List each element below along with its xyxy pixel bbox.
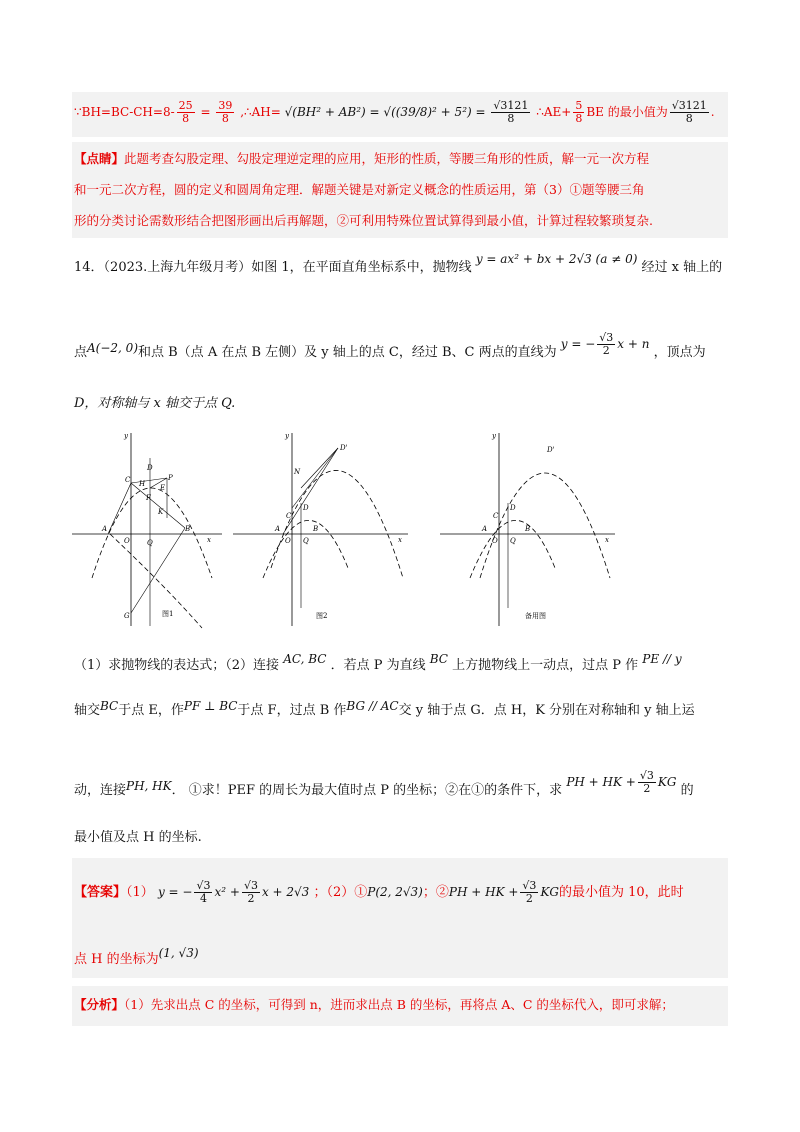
svg-text:O: O (285, 537, 291, 545)
text-span: 的最小值为 10，此时 (559, 885, 684, 900)
fraction (670, 100, 709, 125)
text-span: 上方抛物线上一动点，过点 P 作 (452, 658, 639, 673)
svg-text:A: A (102, 525, 108, 533)
text-span: 于点 E，作 (118, 703, 184, 718)
text-span: 经过 x 轴上的 (641, 260, 723, 275)
svg-text:D: D (147, 464, 153, 472)
svg-text:y: y (492, 432, 496, 440)
dianjing-text: 和一元二次方程，圆的定义和圆周角定理．解题关键是对新定义概念的性质运用，第（3）①题等腰三角 (74, 182, 645, 197)
frac-den: 2 (247, 892, 255, 905)
svg-text:F: F (146, 494, 151, 502)
figure-1 (72, 428, 222, 628)
figure-3-caption: 备用图 (525, 612, 546, 620)
svg-text:D: D (303, 504, 309, 512)
subq-line-1 (74, 652, 682, 675)
analysis-tag: 【分析】 (74, 997, 125, 1012)
dianjing-text: 此题考查勾股定理、勾股定理逆定理的应用，矩形的性质，等腰三角形的性质，解一元一次方程 (124, 151, 650, 166)
svg-text:Q: Q (147, 539, 153, 547)
analysis-line (74, 996, 674, 1014)
frac-den: 8 (507, 112, 515, 125)
math-span: PH + HK + (448, 885, 519, 899)
svg-text:A: A (275, 525, 281, 533)
problem-line-1 (74, 252, 723, 277)
svg-text:x: x (398, 536, 402, 544)
svg-text:C: C (493, 512, 499, 520)
svg-text:H: H (139, 480, 146, 488)
svg-text:N: N (294, 468, 301, 476)
text-span: ．若点 P 为直线 (330, 658, 426, 673)
svg-text:C: C (125, 476, 131, 484)
dianjing-line-1 (74, 150, 649, 168)
math-span: BC (100, 699, 119, 713)
frac-den: 2 (643, 782, 651, 795)
text-span: （1）求抛物线的表达式；（2）连接 (74, 658, 280, 673)
frac-num: 39 (218, 99, 233, 112)
question-number: 14． (74, 260, 104, 275)
frac-num: √3 (599, 331, 614, 344)
text-span: 于点 F，过点 B 作 (237, 703, 347, 718)
frac-den: 2 (602, 344, 610, 357)
svg-text:D': D' (340, 444, 348, 452)
frac-num: 25 (178, 99, 193, 112)
fraction (177, 100, 195, 125)
text-span: BE 的最小值为 (586, 105, 668, 119)
text-span: 点 H 的坐标为 (74, 952, 159, 967)
svg-text:Q: Q (303, 537, 309, 545)
fraction (638, 770, 656, 795)
fraction (216, 100, 234, 125)
math-span: PH + HK + (566, 775, 636, 789)
top-solution-line (74, 100, 715, 125)
fraction (491, 100, 530, 125)
frac-num: √3 (196, 879, 211, 892)
dianjing-tag: 【点睛】 (74, 151, 125, 166)
text-span: （1） (126, 885, 154, 900)
math-span: BG // AC (346, 699, 399, 713)
svg-text:y: y (124, 432, 128, 440)
svg-text:C: C (286, 512, 292, 520)
frac-num: √3121 (671, 99, 707, 112)
fraction (520, 880, 538, 905)
frac-den: 8 (685, 112, 693, 125)
svg-text:O: O (124, 537, 130, 545)
frac-den: 8 (182, 112, 190, 125)
text-span: 轴交 (74, 703, 101, 718)
math-span: x + 2√3 (261, 885, 310, 899)
dianjing-text: 形的分类讨论需数形结合把图形画出后再解题，②可利用特殊位置试算得到最小值，计算过程较繁琐复杂. (74, 213, 653, 228)
answer-line-2 (74, 946, 199, 969)
math-span: KG (657, 775, 677, 789)
svg-text:y: y (285, 432, 289, 440)
text-span: ,∴AH= (240, 105, 281, 119)
point-a-coord: A(−2, 0) (87, 341, 138, 355)
text-span: ∵BH=BC-CH=8- (74, 105, 175, 119)
frac-num: √3 (639, 769, 654, 782)
svg-text:P: P (168, 474, 173, 482)
dianjing-line-2 (74, 181, 644, 199)
svg-text:x: x (207, 536, 211, 544)
text-span: 点 (74, 345, 88, 360)
svg-text:B: B (313, 525, 319, 533)
ah-formula: √(BH² + AB²) = √((39/8)² + 5²) = (284, 105, 486, 119)
svg-text:D: D (510, 504, 516, 512)
subq-line-4 (74, 829, 202, 847)
answer-line-1 (74, 880, 684, 905)
fraction (573, 100, 584, 125)
figure-1-caption: 图1 (162, 610, 174, 618)
dianjing-line-3 (74, 212, 653, 230)
svg-text:B: B (185, 525, 191, 533)
svg-text:B: B (525, 525, 531, 533)
answer-tag: 【答案】 (74, 885, 127, 900)
text-span: . (710, 105, 715, 119)
math-span: PF ⊥ BC (183, 699, 238, 713)
frac-den: 4 (199, 892, 207, 905)
frac-num: √3121 (493, 99, 529, 112)
text-span: 动，连接 (74, 783, 127, 798)
math-span: KG (540, 885, 559, 899)
text-span: 最小值及点 H 的坐标. (74, 830, 202, 845)
svg-text:x: x (605, 536, 609, 544)
svg-text:O: O (492, 537, 498, 545)
subq-line-2 (74, 701, 695, 720)
line-eq: y = − (560, 337, 596, 351)
svg-text:K: K (158, 508, 164, 516)
text-span: ；② (422, 885, 449, 900)
frac-den: 8 (575, 112, 583, 125)
svg-text:Q: Q (510, 537, 516, 545)
subq-line-3 (74, 769, 694, 803)
frac-num: 5 (575, 99, 583, 112)
fraction (597, 332, 615, 357)
svg-text:A: A (482, 525, 488, 533)
text-span: ；（2）① (313, 885, 368, 900)
fraction (242, 880, 260, 905)
math-span: PH, HK (126, 779, 172, 793)
frac-den: 8 (221, 112, 229, 125)
text-span: ． ①求！PEF 的周长为最大值时点 P 的坐标；②在①的条件下，求 (171, 783, 563, 798)
text-span: = (200, 105, 211, 119)
text-span: ∴AE+ (536, 105, 572, 119)
analysis-text: （1）先求出点 C 的坐标，可得到 n，进而求出点 B 的坐标，再将点 A、C 的坐标代入，即可求解； (124, 997, 674, 1012)
text-span: ，顶点为 (653, 345, 706, 360)
figure-3-backup (440, 428, 615, 628)
text-span: D，对称轴与 x 轴交于点 Q. (74, 396, 236, 411)
text-span: 如图 1，在平面直角坐标系中，抛物线 (251, 260, 472, 275)
svg-text:E: E (160, 484, 166, 492)
frac-den: 2 (525, 892, 533, 905)
math-span: PE // y (642, 652, 682, 666)
frac-num: √3 (522, 879, 537, 892)
fraction (194, 880, 212, 905)
math-span: y = − (157, 885, 193, 899)
svg-text:G: G (124, 612, 130, 620)
line-eq: x + n (617, 337, 650, 351)
problem-line-2 (74, 331, 706, 365)
math-span: (1, √3) (158, 946, 199, 960)
frac-num: √3 (243, 879, 258, 892)
math-span: BC (429, 652, 448, 666)
math-span: AC, BC (283, 652, 327, 666)
math-span: P(2, 2√3) (367, 885, 423, 899)
text-span: 交 y 轴于点 G．点 H，K 分别在对称轴和 y 轴上运 (398, 703, 695, 718)
figure-2 (233, 428, 408, 628)
text-span: 的 (680, 783, 694, 798)
math-span: x² + (214, 885, 240, 899)
problem-line-3 (74, 395, 235, 413)
parabola-equation: y = ax² + bx + 2√3 (a ≠ 0) (475, 252, 638, 266)
text-span: 和点 B（点 A 在点 B 左侧）及 y 轴上的点 C，经过 B、C 两点的直线为 (138, 345, 557, 360)
svg-text:D': D' (547, 446, 555, 454)
figure-2-caption: 图2 (316, 612, 328, 620)
question-source: （2023.上海九年级月考） (103, 260, 252, 275)
